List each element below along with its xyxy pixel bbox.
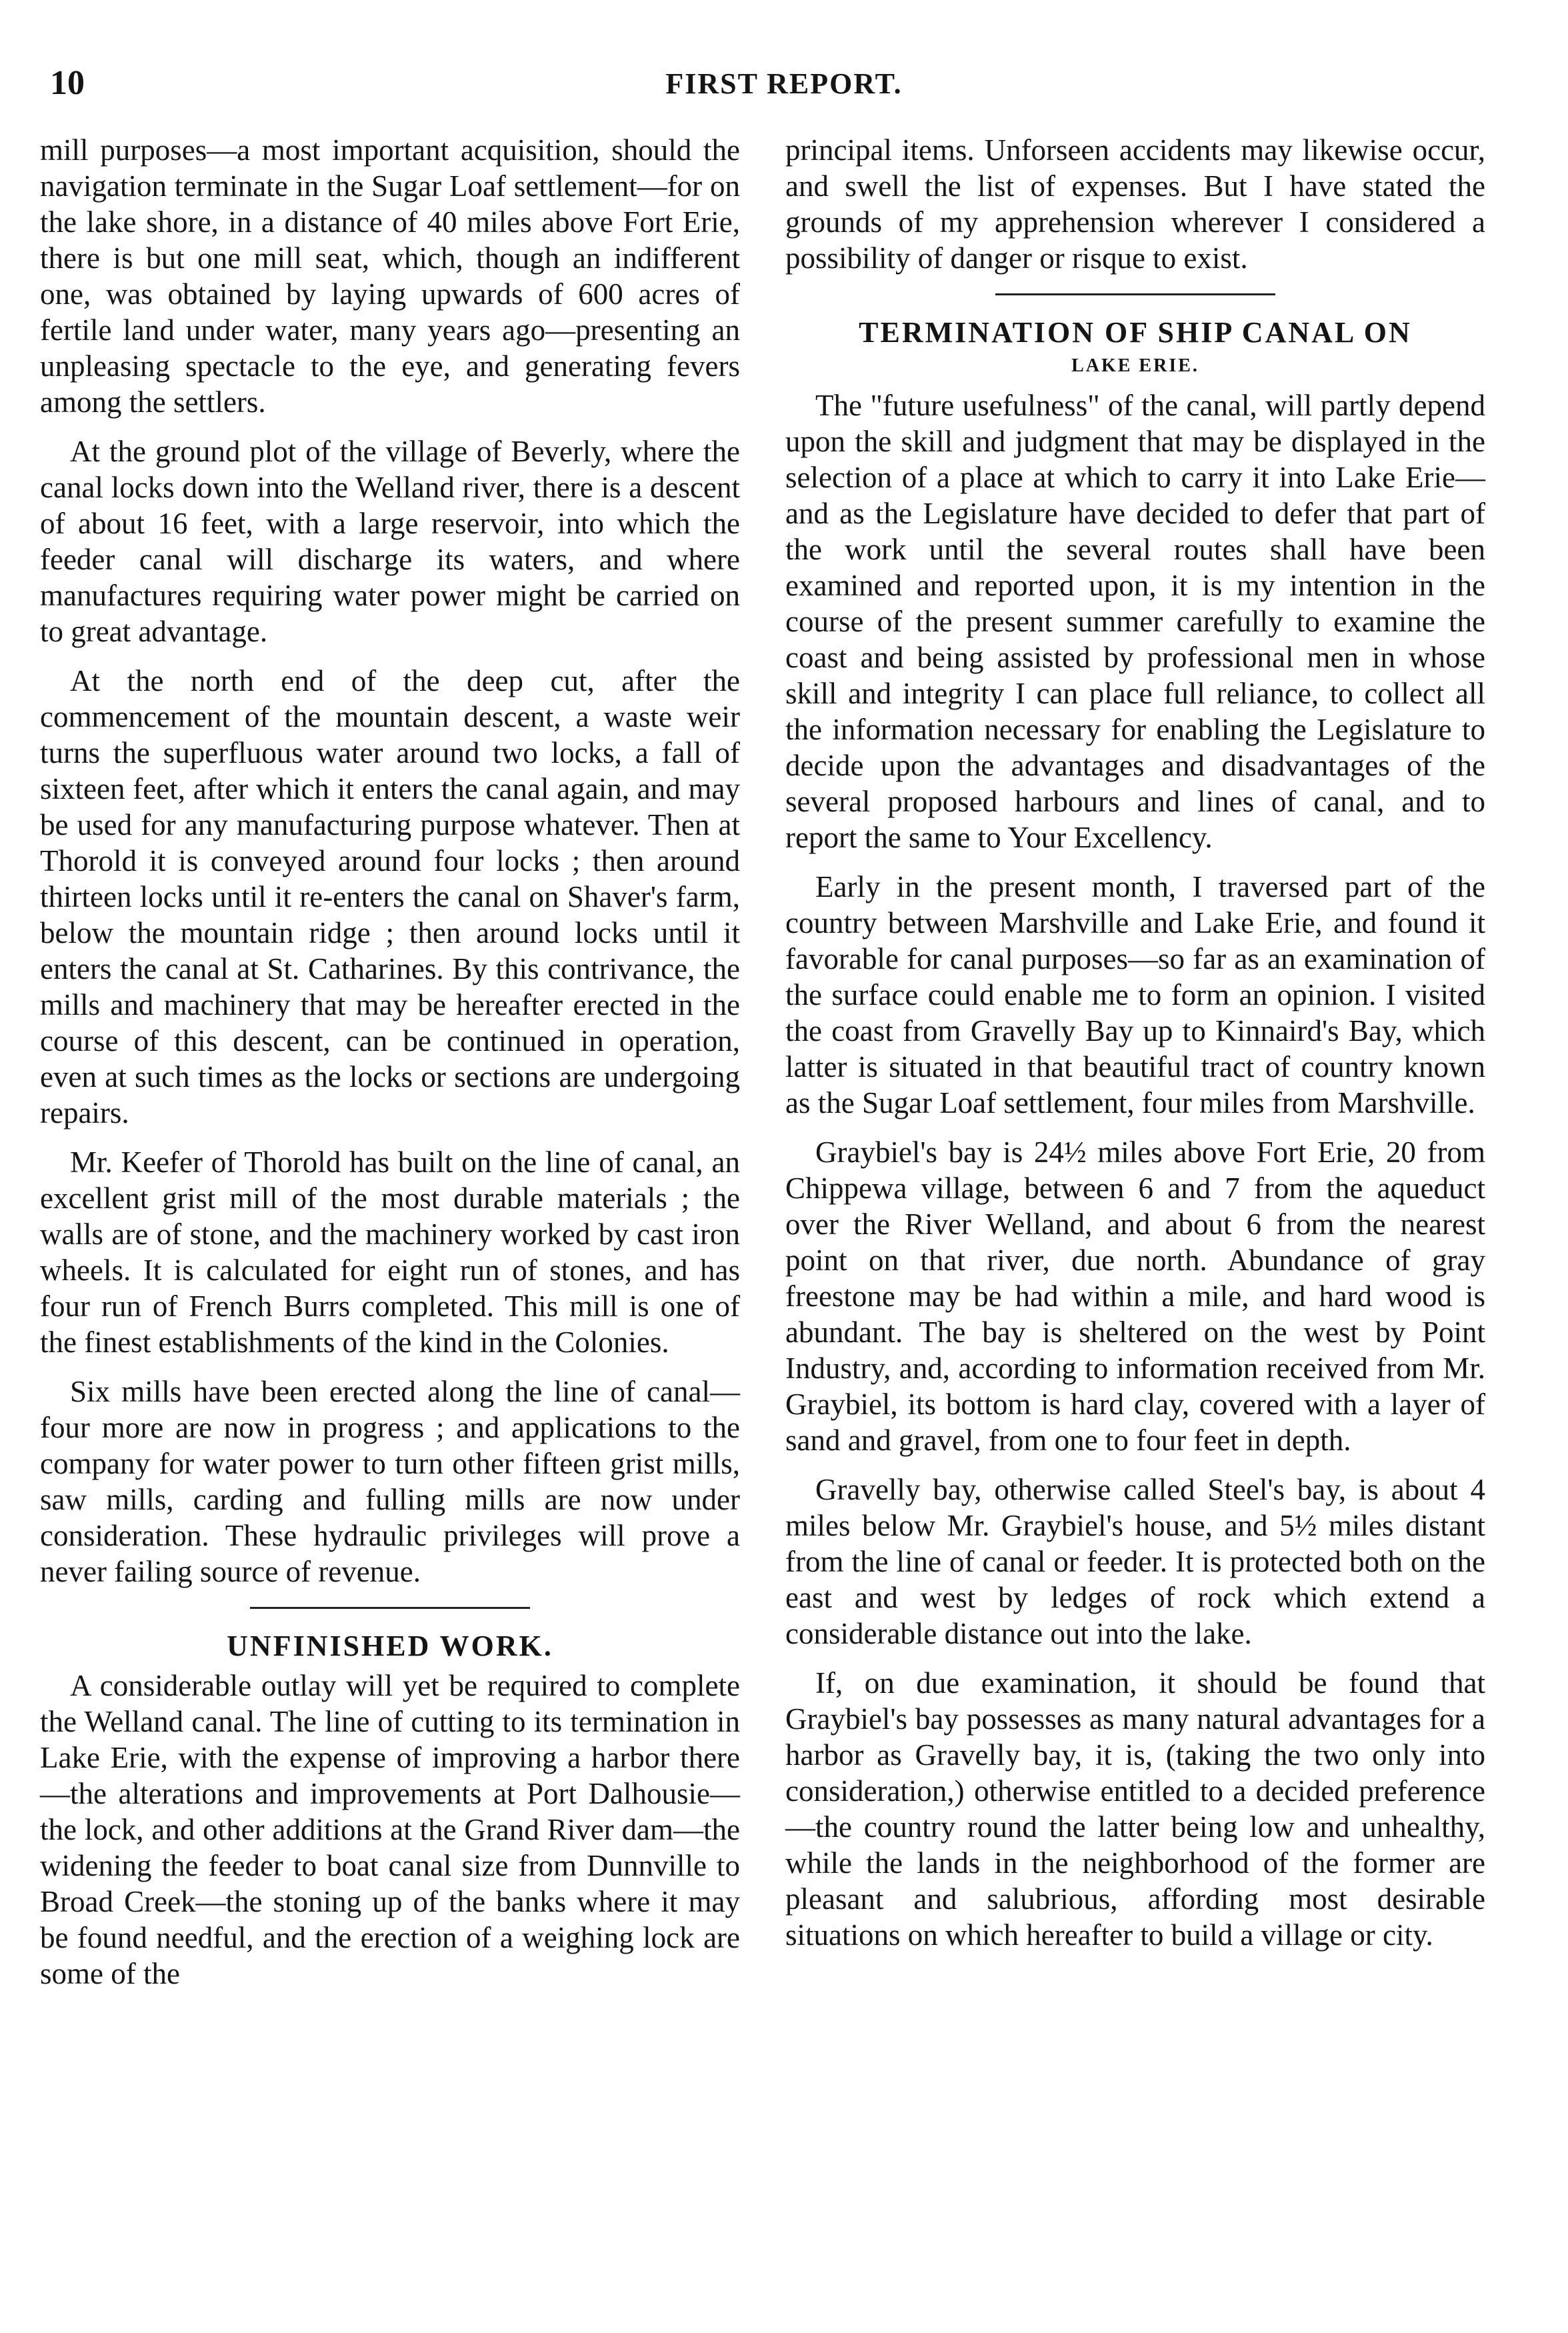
page-header (0, 63, 1568, 110)
paragraph: principal items. Unforseen accidents may likewise occur, and swell the list of expenses. But I have stated the grounds of my apprehension wherever I considered a possibility of danger or risque to exist. (785, 133, 1485, 275)
paragraph: Six mills have been erected along the line of canal—four more are now in progress ; and applications to the company for water power to turn other fifteen grist mills, saw mills, carding and fulling mills are now under consideration. These hydraulic privileges will prove a never failing source of revenue. (40, 1375, 740, 1588)
section-subheading: LAKE ERIE. (1071, 355, 1199, 376)
paragraph: Mr. Keefer of Thorold has built on the line of canal, an excellent grist mill of the most durable materials ; the walls are of stone, and the machinery worked by cast iron wheels. It is calculated for eight run of stones, and has four run of French Burrs completed. This mill is one of the finest establishments of the kind in the Colonies. (40, 1145, 740, 1359)
paragraph: Gravelly bay, otherwise called Steel's bay, is about 4 miles below Mr. Graybiel's house, and 5½ miles distant from the line of canal or feeder. It is protected both on the east and west by ledges of rock which extend a considerable distance out into the lake. (785, 1473, 1485, 1650)
paragraph: At the north end of the deep cut, after the commencement of the mountain descent, a waste weir turns the superfluous water around two locks, a fall of sixteen feet, after which it enters the canal again, and may be used for any manufacturing purpose whatever. Then at Thorold it is conveyed around four locks ; then around thirteen locks until it re-enters the canal on Shaver's farm, below the mountain ridge ; then around locks until it enters the canal at St. Catharines. By this contrivance, the mills and machinery that may be hereafter erected in the course of this descent, can be continued in operation, even at such times as the locks or sections are undergoing repairs. (40, 664, 740, 1129)
paragraph: Graybiel's bay is 24½ miles above Fort Erie, 20 from Chippewa village, between 6 and 7 from the aqueduct over the River Welland, and about 6 from the nearest point on that river, due north. Abundance of gray freestone may be had within a mile, and hard wood is abundant. The bay is sheltered on the west by Point Industry, and, according to information received from Mr. Graybiel, its bottom is hard clay, covered with a layer of sand and gravel, from one to four feet in depth. (785, 1135, 1485, 1457)
section-divider (995, 293, 1275, 295)
page-number: 10 (50, 64, 85, 102)
right-column (785, 132, 1485, 1966)
paragraph: At the ground plot of the village of Beverly, where the canal locks down into the Welland river, there is a descent of about 16 feet, with a large reservoir, into which the feeder canal will discharge its waters, and where manufactures requiring water power might be carried on to great advantage. (40, 435, 740, 648)
section-divider (250, 1607, 530, 1609)
paragraph: If, on due examination, it should be found that Graybiel's bay possesses as many natural advantages for a harbor as Gravelly bay, it is, (taking the two only into consideration,) otherwise entitled to a decided preference—the country round the latter being low and unhealthy, while the lands in the neighborhood of the former are pleasant and salubrious, affording most desirable situations on which hereafter to build a village or city. (785, 1666, 1485, 1952)
paragraph: Early in the present month, I traversed part of the country between Marshville and Lake Erie, and found it favorable for canal purposes—so far as an examination of the surface could enable me to form an opinion. I visited the coast from Gravelly Bay up to Kinnaird's Bay, which latter is situated in that beautiful tract of country known as the Sugar Loaf settlement, four miles from Marshville. (785, 870, 1485, 1119)
paragraph: mill purposes—a most important acquisition, should the navigation terminate in the Sugar Loaf settlement—for on the lake shore, in a distance of 40 miles above Fort Erie, there is but one mill seat, which, though an indifferent one, was obtained by laying upwards of 600 acres of fertile land under water, many years ago—presenting an unpleasing spectacle to the eye, and generating fevers among the settlers. (40, 133, 740, 419)
section-heading: TERMINATION OF SHIP CANAL ON (859, 316, 1412, 349)
running-head: FIRST REPORT. (665, 67, 903, 100)
left-column (40, 132, 740, 2005)
paragraph: The "future usefulness" of the canal, will partly depend upon the skill and judgment that may be displayed in the selection of a place at which to carry it into Lake Erie—and as the Legislature have decided to defer that part of the work until the several routes shall have been examined and reported upon, it is my intention in the course of the present summer carefully to examine the coast and being assisted by professional men in whose skill and integrity I can place full reliance, to collect all the information necessary for enabling the Legislature to decide upon the advantages and disadvantages of the several proposed harbours and lines of canal, and to report the same to Your Excellency. (785, 389, 1485, 854)
paragraph: A considerable outlay will yet be required to complete the Welland canal. The line of cutting to its termination in Lake Erie, with the expense of improving a harbor there—the alterations and improvements at Port Dalhousie—the lock, and other additions at the Grand River dam—the widening the feeder to boat canal size from Dunnville to Broad Creek—the stoning up of the banks where it may be found needful, and the erection of a weighing lock are some of the (40, 1669, 740, 1990)
section-heading: UNFINISHED WORK. (227, 1630, 553, 1662)
